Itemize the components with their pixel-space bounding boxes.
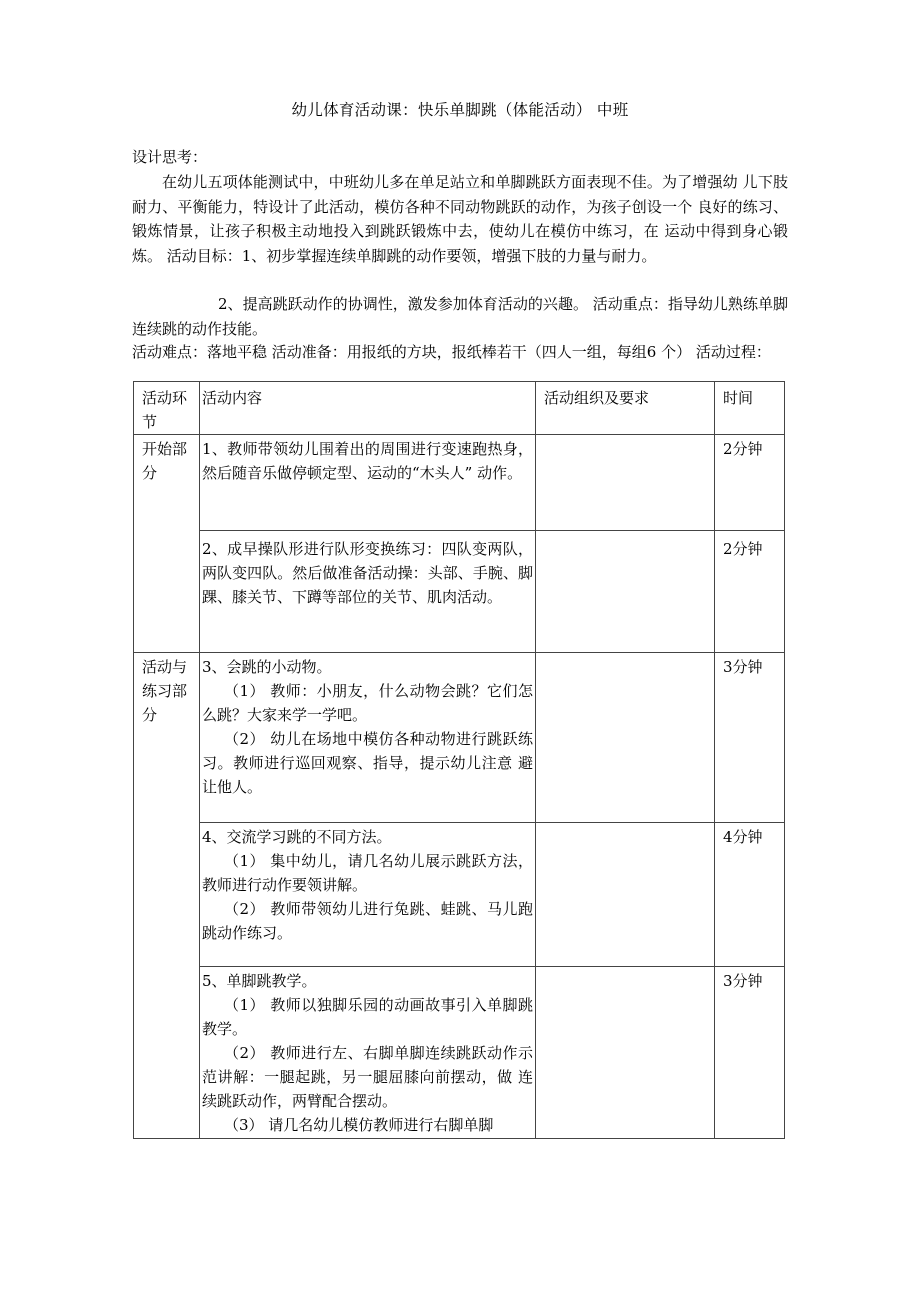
table-row [134, 435, 785, 531]
row-time: 4分钟 [715, 823, 785, 967]
row-time: 2分钟 [715, 531, 785, 653]
table-row [134, 653, 785, 823]
item-step: （2） 教师进行左、右脚单脚连续跳跃动作示 范讲解：一腿起跳，另一腿屈膝向前摆动，做 连续跳跃动作，两臂配合摆动。 [202, 1044, 533, 1110]
item-step: （1） 教师以独脚乐园的动画故事引入单脚跳 教学。 [202, 996, 533, 1038]
header-stage: 活动环节 [134, 382, 200, 435]
objective-paragraph: 2、提高跳跃动作的协调性，激发参加体育活动的兴趣。 活动重点：指导幼儿熟练单脚连续跳的动作技能。 [132, 295, 788, 338]
design-paragraph: 在幼儿五项体能测试中，中班幼儿多在单足站立和单脚跳跃方面表现不佳。为了增强幼 儿下肢耐力、平衡能力，特设计了此活动，模仿各种不同动物跳跃的动作，为孩子创设一个 良好的练习、锻炼情景，让孩子积极主动地投入到跳跃锻炼中去，使幼儿在模仿中练习，在 运动中得到身心锻炼。 活动目标：1、初步掌握连续单脚跳的动作要领，增强下肢的力量与耐力。 [132, 173, 788, 265]
item-step: （2） 幼儿在场地中模仿各种动物进行跳跃练 习。教师进行巡回观察、指导，提示幼儿注意 避让他人。 [202, 730, 533, 796]
row-time: 2分钟 [715, 435, 785, 531]
row-content: 1、教师带领幼儿围着出的周围进行变速跑热身，然后随音乐做停顿定型、运动的“木头人” 动作。 [200, 435, 536, 531]
table-row [134, 823, 785, 967]
item-step: （1） 集中幼儿，请几名幼儿展示跳跃方法， 教师进行动作要领讲解。 [202, 852, 533, 894]
difficulty-paragraph: 活动难点：落地平稳 活动准备：用报纸的方块，报纸棒若干（四人一组，每组6 个） 活动过程： [132, 343, 771, 361]
row-content [200, 967, 536, 1139]
row-organization [536, 531, 715, 653]
header-time: 时间 [715, 382, 785, 435]
table-row [134, 531, 785, 653]
row-time: 3分钟 [715, 653, 785, 823]
item-title: 4、交流学习跳的不同方法。 [202, 828, 392, 846]
header-organization: 活动组织及要求 [536, 382, 715, 435]
row-content [200, 823, 536, 967]
table-header-row [134, 382, 785, 435]
design-heading: 设计思考： [132, 148, 208, 166]
row-organization [536, 967, 715, 1139]
section-start: 开始部分 [134, 435, 200, 653]
activity-table [133, 381, 785, 1139]
item-step: （3） 请几名幼儿模仿教师进行右脚单脚 [224, 1116, 494, 1134]
row-organization [536, 653, 715, 823]
table-row [134, 967, 785, 1139]
row-content: 2、成早操队形进行队形变换练习：四队变两队，两队变四队。然后做准备活动操：头部、手腕、脚踝、膝关节、下蹲等部位的关节、肌肉活动。 [200, 531, 536, 653]
page-title: 幼儿体育活动课：快乐单脚跳（体能活动） 中班 [291, 101, 629, 119]
header-content: 活动内容 [200, 382, 536, 435]
item-title: 3、会跳的小动物。 [202, 658, 332, 676]
row-content [200, 653, 536, 823]
row-organization [536, 435, 715, 531]
row-time: 3分钟 [715, 967, 785, 1139]
item-step: （2） 教师带领幼儿进行兔跳、蛙跳、马儿跑 跳动作练习。 [202, 900, 533, 942]
row-organization [536, 823, 715, 967]
item-title: 5、单脚跳教学。 [202, 972, 317, 990]
item-step: （1） 教师：小朋友，什么动物会跳？它们怎 么跳？大家来学一学吧。 [202, 682, 533, 724]
section-practice: 活动与练习部分 [134, 653, 200, 1139]
